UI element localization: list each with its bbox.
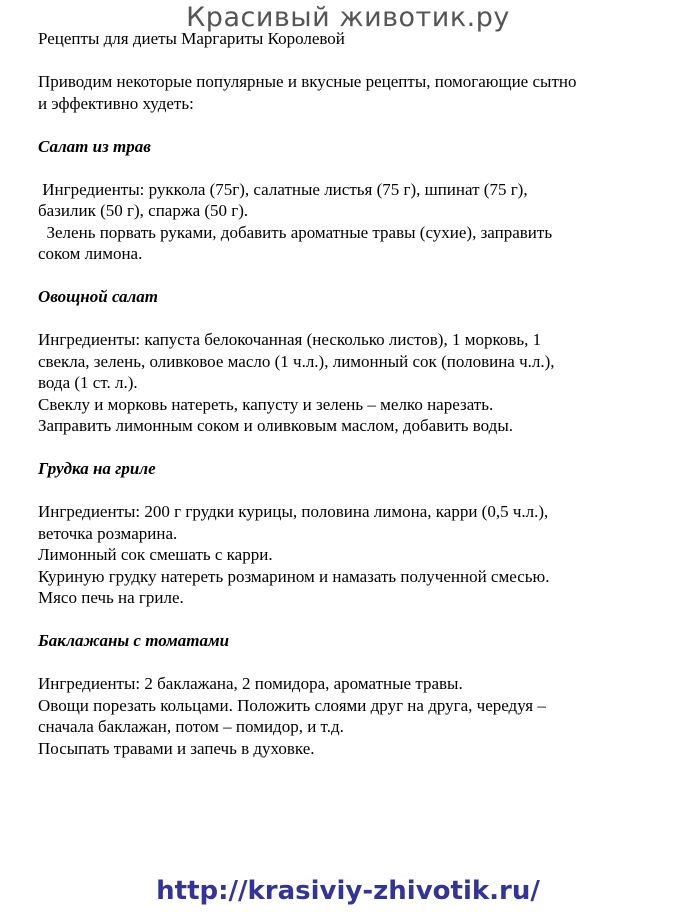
spacer: [38, 652, 678, 674]
recipe-list: [38, 114, 678, 759]
recipe-line: соком лимона.: [38, 244, 143, 263]
recipe-heading: Грудка на гриле: [38, 459, 156, 478]
document-body: [38, 28, 678, 759]
recipe-line: веточка розмарина.: [38, 523, 178, 543]
spacer: [38, 308, 678, 330]
recipe-line: Зелень порвать руками, добавить ароматные травы (сухие), заправить: [38, 222, 553, 242]
intro-line: Приводим некоторые популярные и вкусные рецепты, помогающие сытно: [38, 72, 577, 91]
recipe-line: Мясо печь на гриле.: [38, 588, 184, 607]
recipe-line: свекла, зелень, оливковое масло (1 ч.л.), лимонный сок (половина ч.л.),: [38, 351, 555, 371]
site-title: Красивый животик.ру: [186, 2, 510, 33]
recipe-line: Заправить лимонным соком и оливковым маслом, добавить воды.: [38, 416, 514, 435]
spacer: [38, 50, 678, 72]
recipe-section: [38, 265, 678, 437]
spacer: [38, 157, 678, 179]
recipe-heading: Баклажаны с томатами: [38, 631, 230, 650]
recipe-line: Ингредиенты: 200 г грудки курицы, половина лимона, карри (0,5 ч.л.),: [38, 502, 549, 521]
recipe-heading: Салат из трав: [38, 136, 151, 156]
recipe-line: Овощи порезать кольцами. Положить слоями друг на друга, чередуя –: [38, 695, 546, 715]
recipe-section: [38, 609, 678, 760]
recipe-line: сначала баклажан, потом – помидор, и т.д.: [38, 717, 344, 736]
recipe-line: базилик (50 г), спаржа (50 г).: [38, 201, 249, 220]
recipe-line: Ингредиенты: 2 баклажана, 2 помидора, ароматные травы.: [38, 674, 463, 693]
spacer: [38, 480, 678, 502]
document-title: Рецепты для диеты Маргариты Королевой: [38, 29, 345, 48]
spacer: [38, 265, 678, 287]
recipe-section: [38, 437, 678, 609]
recipe-line: Куриную грудку натереть розмарином и намазать полученной смесью.: [38, 566, 550, 586]
spacer: [38, 114, 678, 136]
recipe-line: Посыпать травами и запечь в духовке.: [38, 738, 315, 758]
spacer: [38, 437, 678, 459]
recipe-line: Ингредиенты: руккола (75г), салатные листья (75 г), шпинат (75 г),: [38, 179, 528, 199]
spacer: [38, 609, 678, 631]
recipe-section: [38, 114, 678, 265]
footer-url[interactable]: http://krasiviy-zhivotik.ru/: [156, 876, 540, 906]
recipe-line: Ингредиенты: капуста белокочанная (несколько листов), 1 морковь, 1: [38, 330, 542, 349]
intro-line: и эффективно худеть:: [38, 93, 194, 113]
recipe-line: Лимонный сок смешать с карри.: [38, 545, 273, 564]
intro-paragraph: [38, 71, 678, 114]
recipe-heading: Овощной салат: [38, 287, 159, 306]
recipe-line: вода (1 ст. л.).: [38, 373, 138, 392]
recipe-line: Свеклу и морковь натереть, капусту и зелень – мелко нарезать.: [38, 394, 494, 414]
